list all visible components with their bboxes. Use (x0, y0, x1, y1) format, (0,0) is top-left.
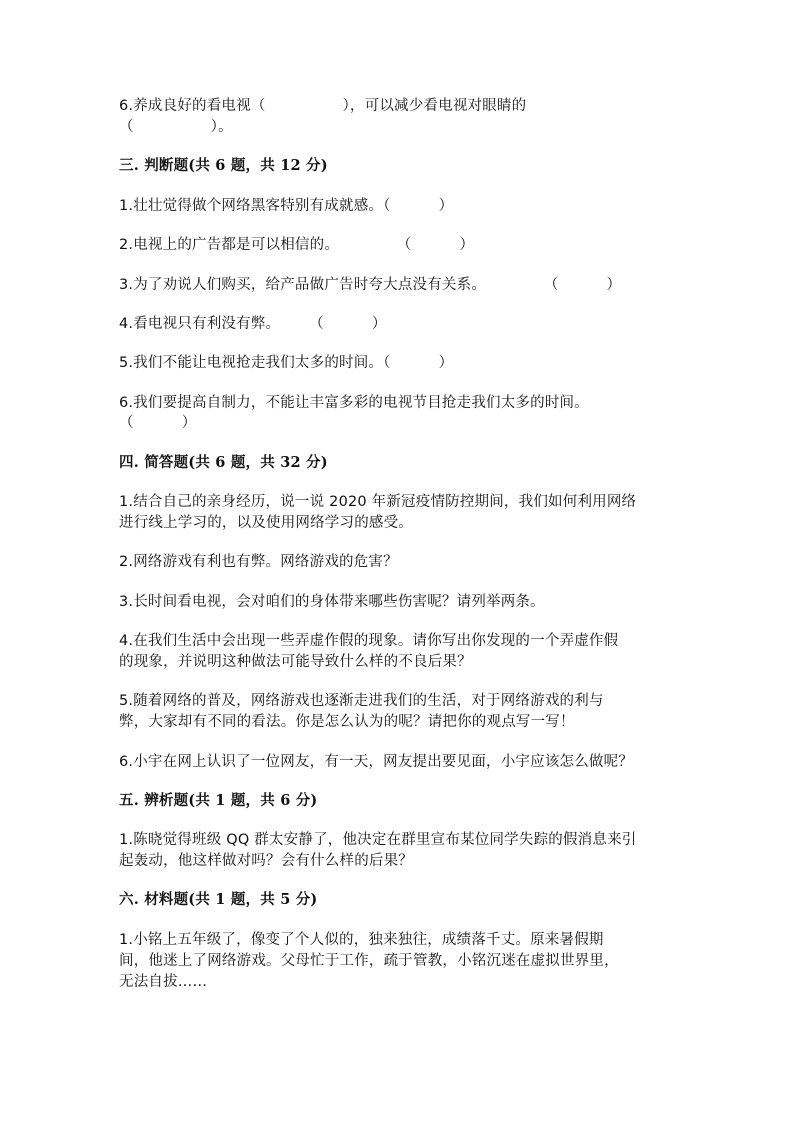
short-answer-2: 2.网络游戏有利也有弊。网络游戏的危害？ (119, 554, 398, 570)
fill-question-6-line-2: （ ）。 (119, 119, 233, 135)
material-question-1-line-1: 1.小铭上五年级了，像变了个人似的，独来独往，成绩落千丈。原来暑假期 (119, 932, 604, 948)
section-4-heading: 四. 简答题(共 6 题，共 32 分) (119, 454, 328, 471)
analysis-question-1-line-1: 1.陈晓觉得班级 QQ 群太安静了，他决定在群里宣布某位同学失踪的假消息来引 (119, 832, 637, 848)
fill-question-6-line-1: 6.养成良好的看电视（ ），可以减少看电视对眼睛的 (119, 98, 527, 114)
short-answer-6: 6.小宇在网上认识了一位网友，有一天，网友提出要见面，小宇应该怎么做呢？ (119, 754, 634, 770)
short-answer-3: 3.长时间看电视，会对咱们的身体带来哪些伤害呢？请列举两条。 (119, 594, 545, 610)
short-answer-4-line-1: 4.在我们生活中会出现一些弄虚作假的现象。请你写出你发现的一个弄虚作假 (119, 633, 619, 649)
material-question-1-line-2: 间，他迷上了网络游戏。父母忙于工作，疏于管教，小铭沉迷在虚拟世界里， (119, 953, 619, 969)
section-3-heading: 三. 判断题(共 6 题，共 12 分) (119, 157, 328, 174)
short-answer-4-line-2: 的现象，并说明这种做法可能导致什么样的不良后果？ (119, 654, 472, 670)
judge-question-6-line-2: （ ） (119, 415, 197, 431)
judge-question-5: 5.我们不能让电视抢走我们太多的时间。（ ） (119, 355, 454, 371)
short-answer-1-line-1: 1.结合自己的亲身经历，说一说 2020 年新冠疫情防控期间，我们如何利用网络 (119, 494, 637, 510)
section-6-heading: 六. 材料题(共 1 题，共 5 分) (119, 891, 318, 908)
short-answer-1-line-2: 进行线上学习的，以及使用网络学习的感受。 (119, 515, 413, 531)
judge-question-1: 1.壮壮觉得做个网络黑客特别有成就感。（ ） (119, 198, 454, 214)
judge-question-3: 3.为了劝说人们购买，给产品做广告时夸大点没有关系。 （ ） (119, 277, 622, 293)
judge-question-6-line-1: 6.我们要提高自制力，不能让丰富多彩的电视节目抢走我们太多的时间。 (119, 395, 589, 411)
analysis-question-1-line-2: 起轰动，他这样做对吗？会有什么样的后果？ (119, 853, 413, 869)
short-answer-5-line-2: 弊，大家却有不同的看法。你是怎么认为的呢？请把你的观点写一写！ (119, 714, 575, 730)
material-question-1-line-3: 无法自拔…… (119, 974, 208, 990)
judge-question-2: 2.电视上的广告都是可以相信的。 （ ） (119, 237, 475, 253)
section-5-heading: 五. 辨析题(共 1 题，共 6 分) (119, 792, 318, 809)
short-answer-5-line-1: 5.随着网络的普及，网络游戏也逐渐走进我们的生活，对于网络游戏的利与 (119, 693, 604, 709)
judge-question-4: 4.看电视只有利没有弊。 （ ） (119, 316, 387, 332)
